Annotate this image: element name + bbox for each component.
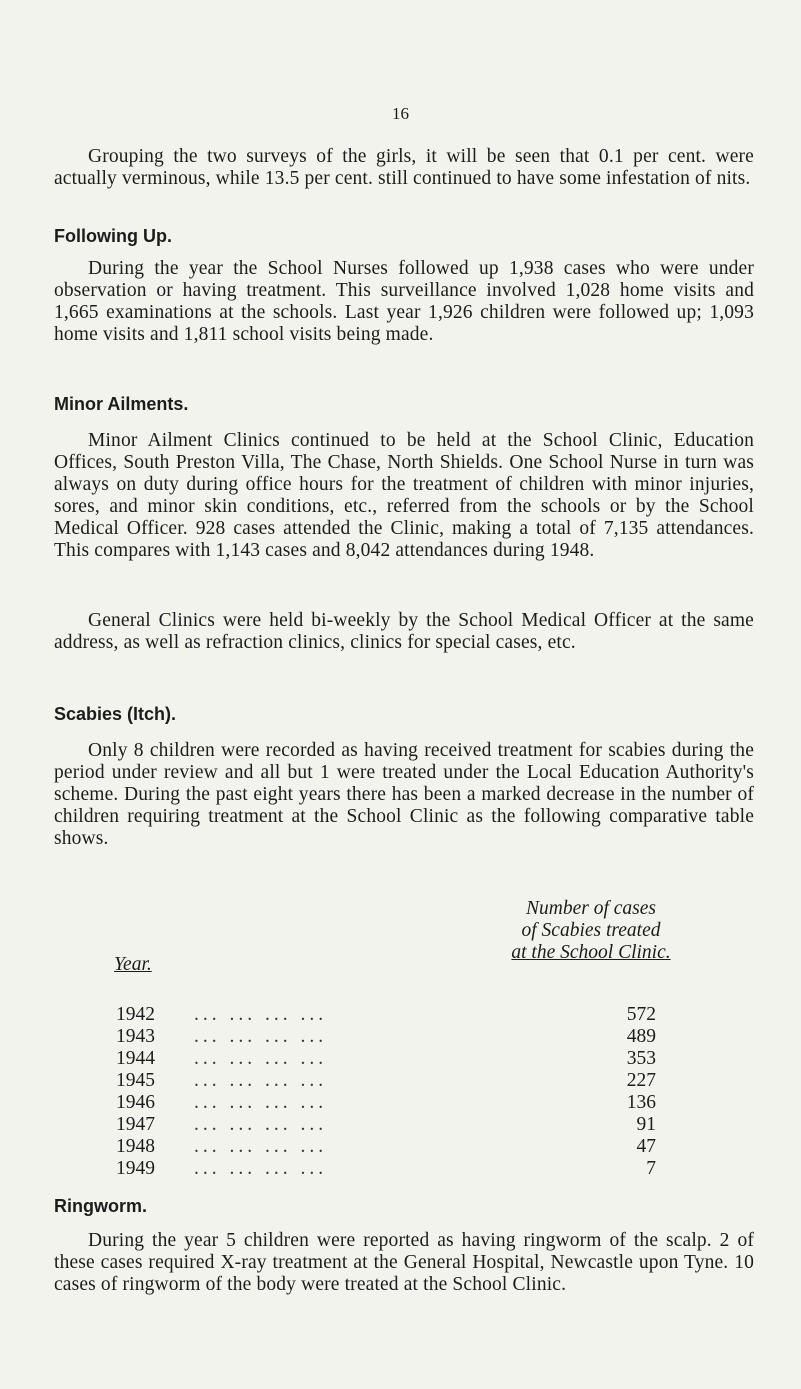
paragraph-minor-ailments: Minor Ailment Clinics continued to be held at the School Clinic, Education Offices, South Preston Villa, The Chase, North Shields. One School Nurse in turn was always on duty during office hours for the treatment of children with minor injuries, sores, and minor skin conditions, etc., referred from the schools or by the School Medical Officer. 928 cases attended the Clinic, making a total of 7,135 attendances. This compares with 1,143 cases and 8,042 attendances during 1948. (54, 430, 754, 561)
row-leader: ... ... ... ... (194, 1136, 328, 1157)
cases-column-header (436, 898, 746, 964)
row-leader: ... ... ... ... (194, 1114, 328, 1135)
scabies-table-body (116, 1004, 656, 1180)
row-value: 47 (636, 1136, 656, 1157)
row-leader: ... ... ... ... (194, 1092, 328, 1113)
cases-header-line-3: at the School Clinic. (511, 942, 671, 963)
row-year: 1949 (116, 1158, 155, 1179)
row-value: 7 (646, 1158, 656, 1179)
row-value: 136 (626, 1092, 656, 1113)
heading-scabies: Scabies (Itch). (54, 704, 177, 724)
heading-minor-ailments: Minor Ailments. (54, 394, 189, 414)
table-row (116, 1092, 656, 1114)
row-value: 353 (626, 1048, 656, 1069)
row-year: 1942 (116, 1004, 155, 1025)
paragraph-ringworm: During the year 5 children were reported as having ringworm of the scalp. 2 of these cases required X-ray treatment at the General Hospital, Newcastle upon Tyne. 10 cases of ringworm of the body were treated at the School Clinic. (54, 1230, 754, 1295)
row-value: 227 (626, 1070, 656, 1091)
row-leader: ... ... ... ... (194, 1026, 328, 1047)
row-year: 1946 (116, 1092, 155, 1113)
row-leader: ... ... ... ... (194, 1070, 328, 1091)
table-row (116, 1048, 656, 1070)
table-row (116, 1114, 656, 1136)
heading-ringworm: Ringworm. (54, 1196, 147, 1216)
paragraph-general-clinics: General Clinics were held bi-weekly by the School Medical Officer at the same address, as well as refraction clinics, clinics for special cases, etc. (54, 610, 754, 653)
cases-header-line-2: of Scabies treated (521, 920, 661, 941)
row-year: 1948 (116, 1136, 155, 1157)
paragraph-following-up: During the year the School Nurses followed up 1,938 cases who were under observation or having treatment. This surveillance involved 1,028 home visits and 1,665 examinations at the schools. Last year 1,926 children were followed up; 1,093 home visits and 1,811 school visits being made. (54, 258, 754, 345)
table-row (116, 1158, 656, 1180)
heading-following-up: Following Up. (54, 226, 172, 246)
row-year: 1947 (116, 1114, 155, 1135)
paragraph-scabies: Only 8 children were recorded as having received treatment for scabies during the period under review and all but 1 were treated under the Local Education Authority's scheme. During the past eight years there has been a marked decrease in the number of children requiring treatment at the School Clinic as the following comparative table shows. (54, 740, 754, 849)
scabies-table-header (90, 898, 740, 978)
row-leader: ... ... ... ... (194, 1048, 328, 1069)
row-value: 91 (636, 1114, 656, 1135)
table-row (116, 1136, 656, 1158)
page-number: 16 (392, 104, 409, 123)
row-year: 1943 (116, 1026, 155, 1047)
row-leader: ... ... ... ... (194, 1158, 328, 1179)
year-column-header: Year. (114, 954, 152, 975)
row-year: 1945 (116, 1070, 155, 1091)
table-row (116, 1026, 656, 1048)
row-year: 1944 (116, 1048, 155, 1069)
row-value: 489 (626, 1026, 656, 1047)
cases-header-line-1: Number of cases (526, 898, 656, 919)
table-row (116, 1070, 656, 1092)
row-value: 572 (626, 1004, 656, 1025)
row-leader: ... ... ... ... (194, 1004, 328, 1025)
paragraph-lice-survey: Grouping the two surveys of the girls, it will be seen that 0.1 per cent. were actually verminous, while 13.5 per cent. still continued to have some infestation of nits. (54, 146, 754, 189)
table-row (116, 1004, 656, 1026)
